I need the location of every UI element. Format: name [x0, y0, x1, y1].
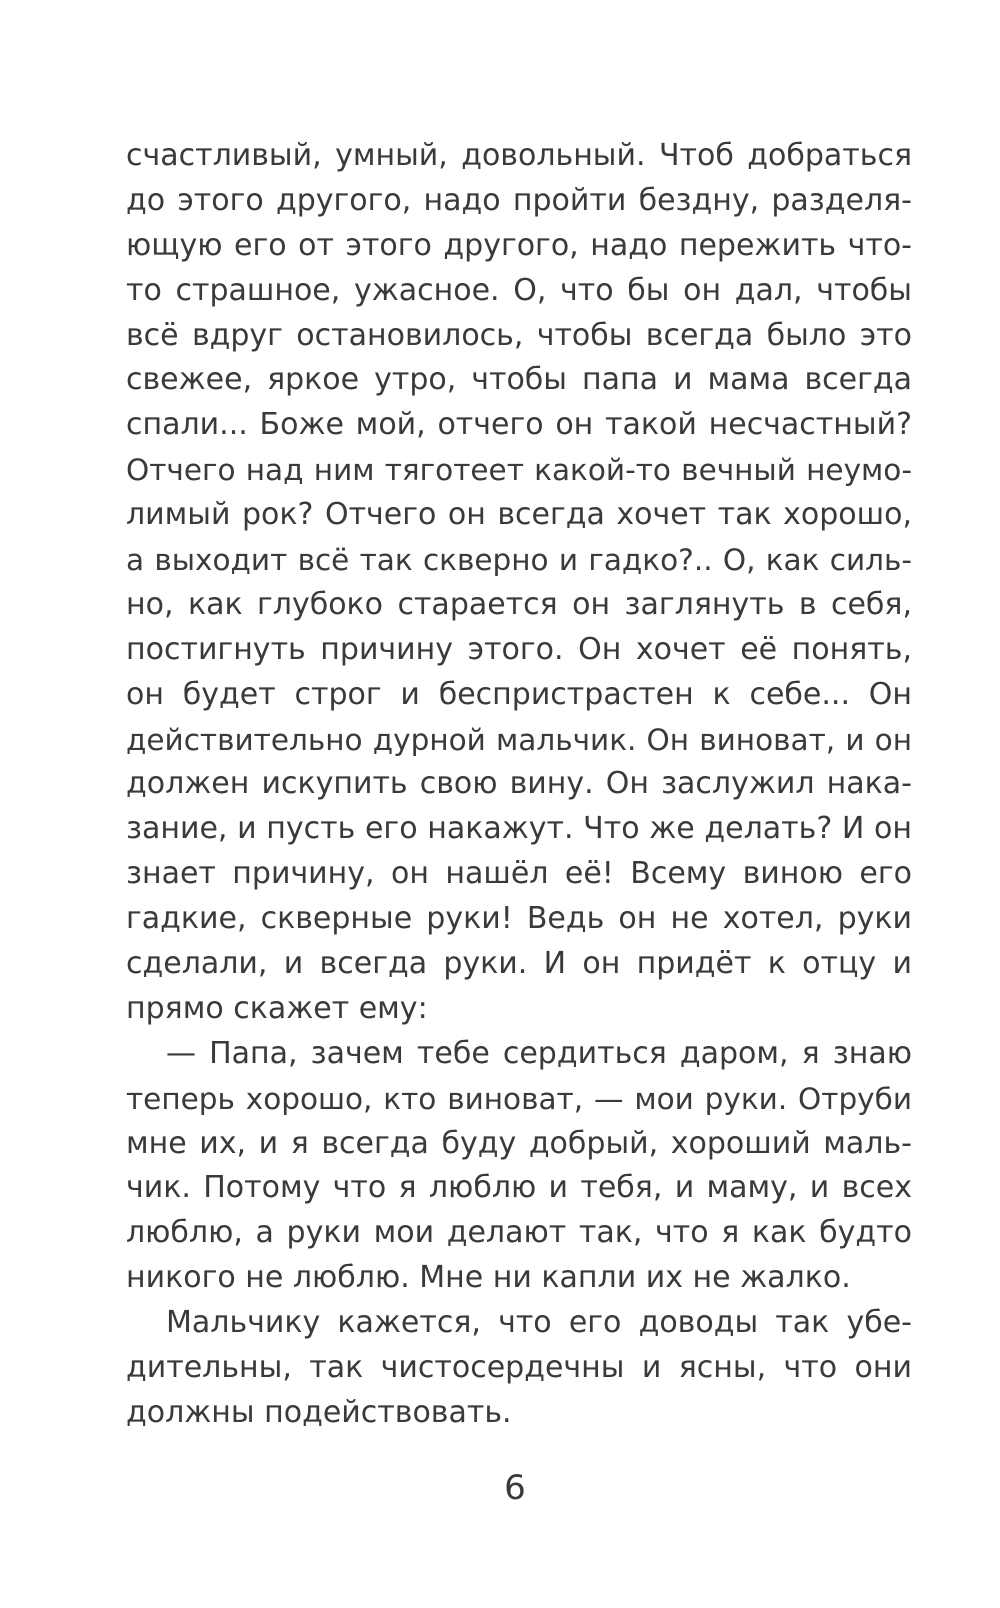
text-line: а выходит всё так скверно и гадко?.. О, как силь-	[126, 543, 912, 578]
text-line: мне их, и я всегда буду добрый, хороший маль-	[126, 1125, 912, 1161]
text-line: должен искупить свою вину. Он заслужил нака-	[126, 766, 912, 802]
text-line: Мальчику кажется, что его доводы так убе-	[166, 1305, 912, 1341]
text-line: Отчего над ним тяготеет какой-то вечный неумо-	[126, 453, 912, 488]
text-line: знает причину, он нашёл её! Всему виною его	[126, 856, 912, 892]
body-text	[126, 134, 912, 1436]
text-line: никого не люблю. Мне ни капли их не жалко.	[126, 1260, 851, 1296]
text-line: ющую его от этого другого, надо пережить что-	[126, 227, 912, 263]
text-line: теперь хорошо, кто виноват, — мои руки. Отруби	[126, 1081, 912, 1116]
text-line: чик. Потому что я люблю и тебя, и маму, и всех	[126, 1170, 912, 1206]
page-number: 6	[504, 1468, 526, 1508]
text-line: спали... Боже мой, отчего он такой несчастный?	[126, 407, 912, 443]
text-line: но, как глубоко старается он заглянуть в себя,	[126, 586, 912, 622]
text-line: действительно дурной мальчик. Он виноват, и он	[126, 722, 912, 757]
text-line: то страшное, ужасное. О, что бы он дал, чтобы	[126, 272, 912, 308]
text-line: сделали, и всегда руки. И он придёт к отцу и	[126, 946, 912, 982]
text-line: должны подействовать.	[126, 1394, 512, 1430]
text-line: дительны, так чистосердечны и ясны, что они	[126, 1350, 912, 1386]
text-line: постигнуть причину этого. Он хочет её понять,	[126, 631, 912, 667]
text-line: свежее, яркое утро, чтобы папа и мама всегда	[126, 362, 912, 398]
text-line: до этого другого, надо пройти бездну, разделя-	[126, 182, 912, 218]
text-line: всё вдруг остановилось, чтобы всегда было это	[126, 317, 912, 353]
text-line: он будет строг и беспристрастен к себе... Он	[126, 676, 912, 712]
text-line: прямо скажет ему:	[126, 990, 428, 1026]
text-line: лимый рок? Отчего он всегда хочет так хорошо,	[126, 497, 912, 533]
text-line: люблю, а руки мои делают так, что я как будто	[126, 1215, 912, 1251]
text-line: зание, и пусть его накажут. Что же делать? И он	[126, 811, 912, 847]
text-line: счастливый, умный, довольный. Чтоб добраться	[126, 138, 912, 173]
text-line: гадкие, скверные руки! Ведь он не хотел, руки	[126, 901, 912, 937]
text-line: — Папа, зачем тебе сердиться даром, я знаю	[166, 1035, 912, 1071]
